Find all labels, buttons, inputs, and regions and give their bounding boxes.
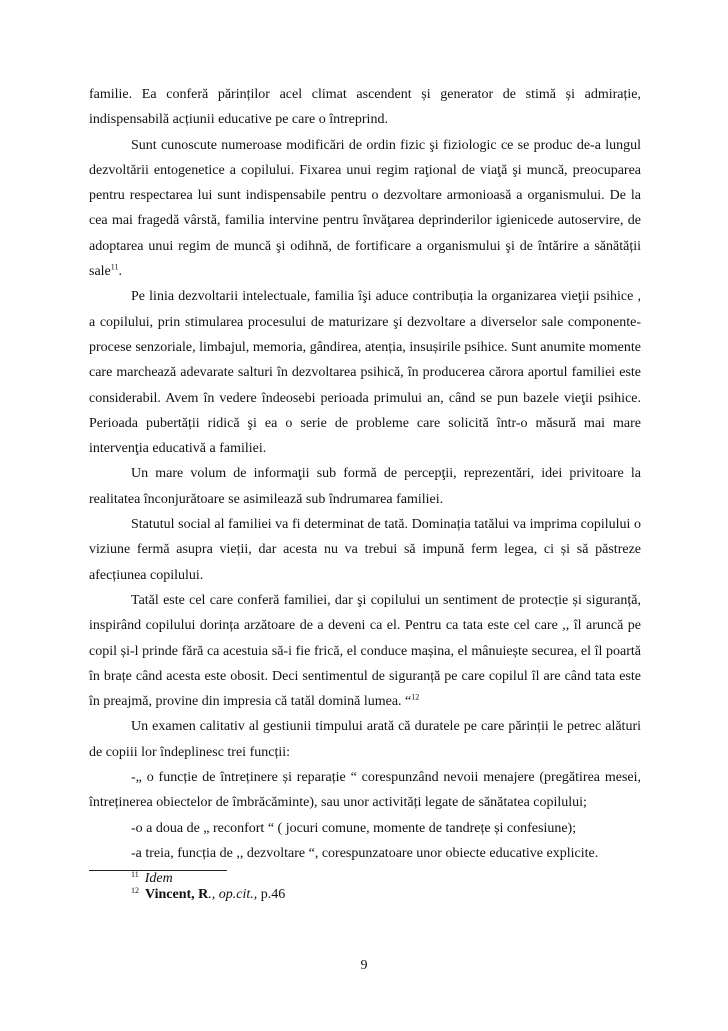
footnote-ref-11[interactable]: 11 bbox=[110, 262, 119, 272]
paragraph-text: -o a doua de „ reconfort “ ( jocuri comune, momente de tandrețe și confesiune); bbox=[131, 820, 577, 836]
paragraph-4 bbox=[89, 461, 641, 512]
paragraph-10 bbox=[89, 841, 641, 866]
footnote-12 bbox=[89, 887, 641, 903]
paragraph-7 bbox=[89, 714, 641, 765]
paragraph-8 bbox=[89, 765, 641, 816]
paragraph-text: familie. Ea conferă părinților acel climat ascendent și generator de stimă și admirație, indispensabilă acțiunii educative pe care o întreprind. bbox=[89, 87, 641, 128]
paragraph-text: -a treia, funcția de ,, dezvoltare “, corespunzatoare unor obiecte educative explicite. bbox=[131, 845, 599, 861]
page-number: 9 bbox=[360, 958, 368, 973]
paragraph-9 bbox=[89, 816, 641, 841]
footnote-number: 12 bbox=[131, 885, 139, 895]
paragraph-text: . bbox=[118, 264, 122, 280]
footnote-text: ., op.cit., bbox=[208, 887, 258, 903]
footnote-page: p.46 bbox=[257, 887, 286, 903]
paragraph-2 bbox=[89, 133, 641, 285]
footnote-number: 11 bbox=[131, 869, 139, 879]
footnote-11 bbox=[89, 871, 641, 887]
footnote-author: Vincent, R bbox=[145, 887, 209, 903]
paragraph-5 bbox=[89, 512, 641, 588]
footnote-ref-12[interactable]: 12 bbox=[411, 692, 420, 702]
paragraph-text: Pe linia dezvoltarii intelectuale, familia îşi aduce contribuția la organizarea vieţii psihice , a copilului, prin stimularea procesului de maturizare şi dezvoltare a diverselor sale componente- procese senzoriale, limbajul, memoria, gândirea, atenția, insușirile psihice. Sunt anumite momente care marchează adevarate salturi în dezvoltarea psihică, în producerea cărora aportul familiei este considerabil. Avem în vedere îndeosebi perioada primului an, când se pun bazele vieţii psihice. Perioada pubertății ridică şi ea o serie de probleme care solicită într-o măsură mai mare intervenţia educativă a familiei. bbox=[89, 289, 641, 457]
paragraph-text: Sunt cunoscute numeroase modificări de ordin fizic şi fiziologic ce se produc de-a lungul dezvoltării entogenetice a copilului. Fixarea unui regim raţional de viaţă şi muncă, preocuparea pentru respectarea lui sunt indispensabile pentru o dezvoltare armonioasă a organismului. De la cea mai fragedă vârstă, familia intervine pentru învăţarea deprinderilor igienicede autoservire, de adoptarea unui regim de muncă şi odihnă, de fortificare a organismului şi de întărire a sănătății sale bbox=[89, 137, 641, 280]
paragraph-1 bbox=[89, 82, 641, 133]
paragraph-text: Tatăl este cel care conferă familiei, dar şi copilului un sentiment de protecție și siguranță, inspirând copilului dorința arzătoare de a deveni ca el. Pentru ca tata este cel care ,, îl aruncă pe copil și-l prinde fără ca acestuia să-i fie frică, el conduce mașina, el mânuiește securea, el îl poartă în brațe când acesta este obosit. Deci sentimentul de siguranță pe care copilul îl are când tata este în preajmă, provine din impresia că tatăl domină lumea. “ bbox=[89, 592, 641, 710]
paragraph-3 bbox=[89, 284, 641, 461]
paragraph-text: Un examen calitativ al gestiunii timpului arată că duratele pe care părinții le petrec alături de copiii lor îndeplinesc trei funcții: bbox=[89, 719, 641, 760]
footnote-text: Idem bbox=[144, 871, 173, 887]
paragraph-text: -„ o funcție de întreținere și reparație “ corespunzând nevoii menajere (pregătirea mesei, întreținerea obiectelor de îmbrăcăminte), sau unor activități legate de sănătatea copilului; bbox=[89, 770, 641, 811]
document-page bbox=[89, 82, 641, 903]
paragraph-text: Statutul social al familiei va fi determinat de tată. Dominația tatălui va imprima copilului o viziune fermă asupra vieții, dar acesta nu va trebui să impună ferm legea, ci și să păstreze afecțiunea copilului. bbox=[89, 517, 641, 583]
paragraph-text: Un mare volum de informaţii sub formă de percepţii, reprezentări, idei privitoare la realitatea înconjurătoare se asimilează sub îndrumarea familiei. bbox=[89, 466, 641, 507]
paragraph-6 bbox=[89, 588, 641, 714]
